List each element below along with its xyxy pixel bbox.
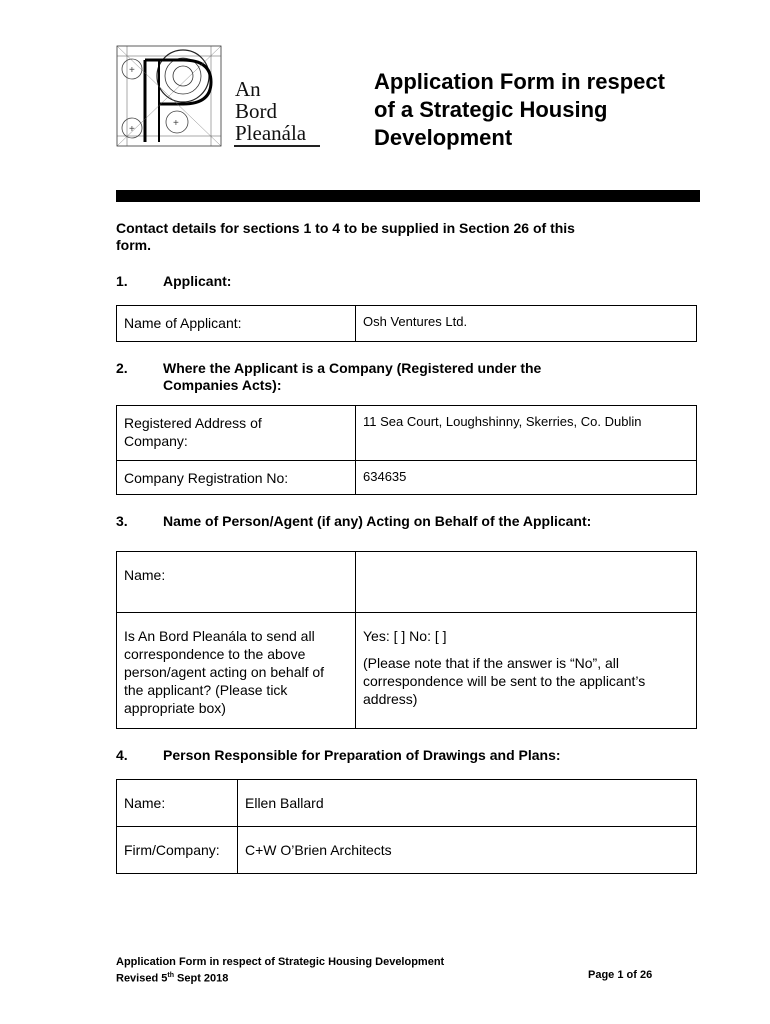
page-number: Page 1 of 26 bbox=[588, 969, 653, 981]
footer-revised-prefix: Revised 5 bbox=[116, 972, 168, 985]
corr-line-1: Is An Bord Pleanála to send all bbox=[124, 628, 315, 644]
footer-revised-sup: th bbox=[167, 972, 174, 979]
note-line-2: correspondence will be sent to the applicant’s bbox=[363, 673, 646, 689]
section-2-number: 2. bbox=[116, 360, 128, 376]
company-address-label bbox=[117, 406, 355, 450]
drawings-table bbox=[116, 779, 697, 874]
section-1-number: 1. bbox=[116, 273, 128, 289]
section-1-title: Applicant: bbox=[163, 273, 232, 289]
header-rule bbox=[116, 190, 700, 202]
applicant-name-value[interactable]: Osh Ventures Ltd. bbox=[363, 314, 468, 329]
company-address-label-line-2: Company: bbox=[124, 433, 188, 449]
agent-table bbox=[116, 551, 697, 729]
company-reg-label: Company Registration No: bbox=[124, 470, 289, 486]
company-reg-value[interactable]: 634635 bbox=[363, 469, 407, 484]
logo-wordmark bbox=[235, 78, 306, 144]
agent-name-label: Name: bbox=[124, 567, 166, 583]
footer-left bbox=[116, 956, 444, 986]
applicant-name-label: Name of Applicant: bbox=[124, 315, 242, 331]
section-2-title-line-1: Where the Applicant is a Company (Registered under the bbox=[163, 360, 542, 376]
svg-text:+: + bbox=[173, 118, 179, 129]
section-2-title bbox=[163, 360, 633, 394]
intro-text bbox=[116, 220, 676, 254]
logo-line-2: Bord bbox=[235, 99, 277, 123]
company-address-value[interactable]: 11 Sea Court, Loughshinny, Skerries, Co. Dublin bbox=[363, 414, 642, 429]
note-line-1: (Please note that if the answer is “No”, all bbox=[363, 655, 620, 671]
corr-line-2: correspondence to the above bbox=[124, 646, 306, 662]
corr-line-3: person/agent acting on behalf of bbox=[124, 664, 325, 680]
section-4-title: Person Responsible for Preparation of Drawings and Plans: bbox=[163, 747, 561, 763]
footer-revised-suffix: Sept 2018 bbox=[173, 972, 229, 985]
title-line-3: Development bbox=[374, 125, 513, 150]
yes-no-checkboxes[interactable]: Yes: [ ] No: [ ] bbox=[363, 628, 447, 644]
title-line-2: of a Strategic Housing bbox=[374, 97, 608, 122]
corr-line-4: the applicant? (Please tick bbox=[124, 682, 288, 698]
section-3-number: 3. bbox=[116, 513, 128, 529]
section-2-title-line-2: Companies Acts): bbox=[163, 377, 282, 393]
section-3-title: Name of Person/Agent (if any) Acting on Behalf of the Applicant: bbox=[163, 513, 592, 529]
company-table bbox=[116, 405, 697, 495]
agent-name-value[interactable] bbox=[356, 552, 696, 559]
drawings-name-value[interactable]: Ellen Ballard bbox=[245, 795, 324, 811]
applicant-table bbox=[116, 305, 697, 342]
drawings-firm-label: Firm/Company: bbox=[124, 842, 220, 858]
section-4-number: 4. bbox=[116, 747, 128, 763]
title-line-1: Application Form in respect bbox=[374, 69, 665, 94]
document-title bbox=[374, 68, 704, 152]
correspondence-question bbox=[117, 613, 355, 717]
footer-title: Application Form in respect of Strategic Housing Development bbox=[116, 956, 445, 968]
logo-underline bbox=[234, 145, 320, 147]
logo-line-3: Pleanála bbox=[235, 121, 307, 145]
correspondence-answer bbox=[356, 613, 696, 708]
intro-line-1: Contact details for sections 1 to 4 to be supplied in Section 26 of this bbox=[116, 220, 575, 236]
svg-text:+: + bbox=[129, 65, 135, 76]
corr-line-5: appropriate box) bbox=[124, 700, 226, 716]
svg-text:+: + bbox=[129, 124, 135, 135]
footer-revised bbox=[116, 969, 444, 986]
intro-line-2: form. bbox=[116, 237, 151, 253]
logo-line-1: An bbox=[235, 77, 261, 101]
drawings-firm-value[interactable]: C+W O’Brien Architects bbox=[245, 842, 392, 858]
company-address-label-line-1: Registered Address of bbox=[124, 415, 262, 431]
drawings-name-label: Name: bbox=[124, 795, 166, 811]
note-line-3: address) bbox=[363, 691, 418, 707]
